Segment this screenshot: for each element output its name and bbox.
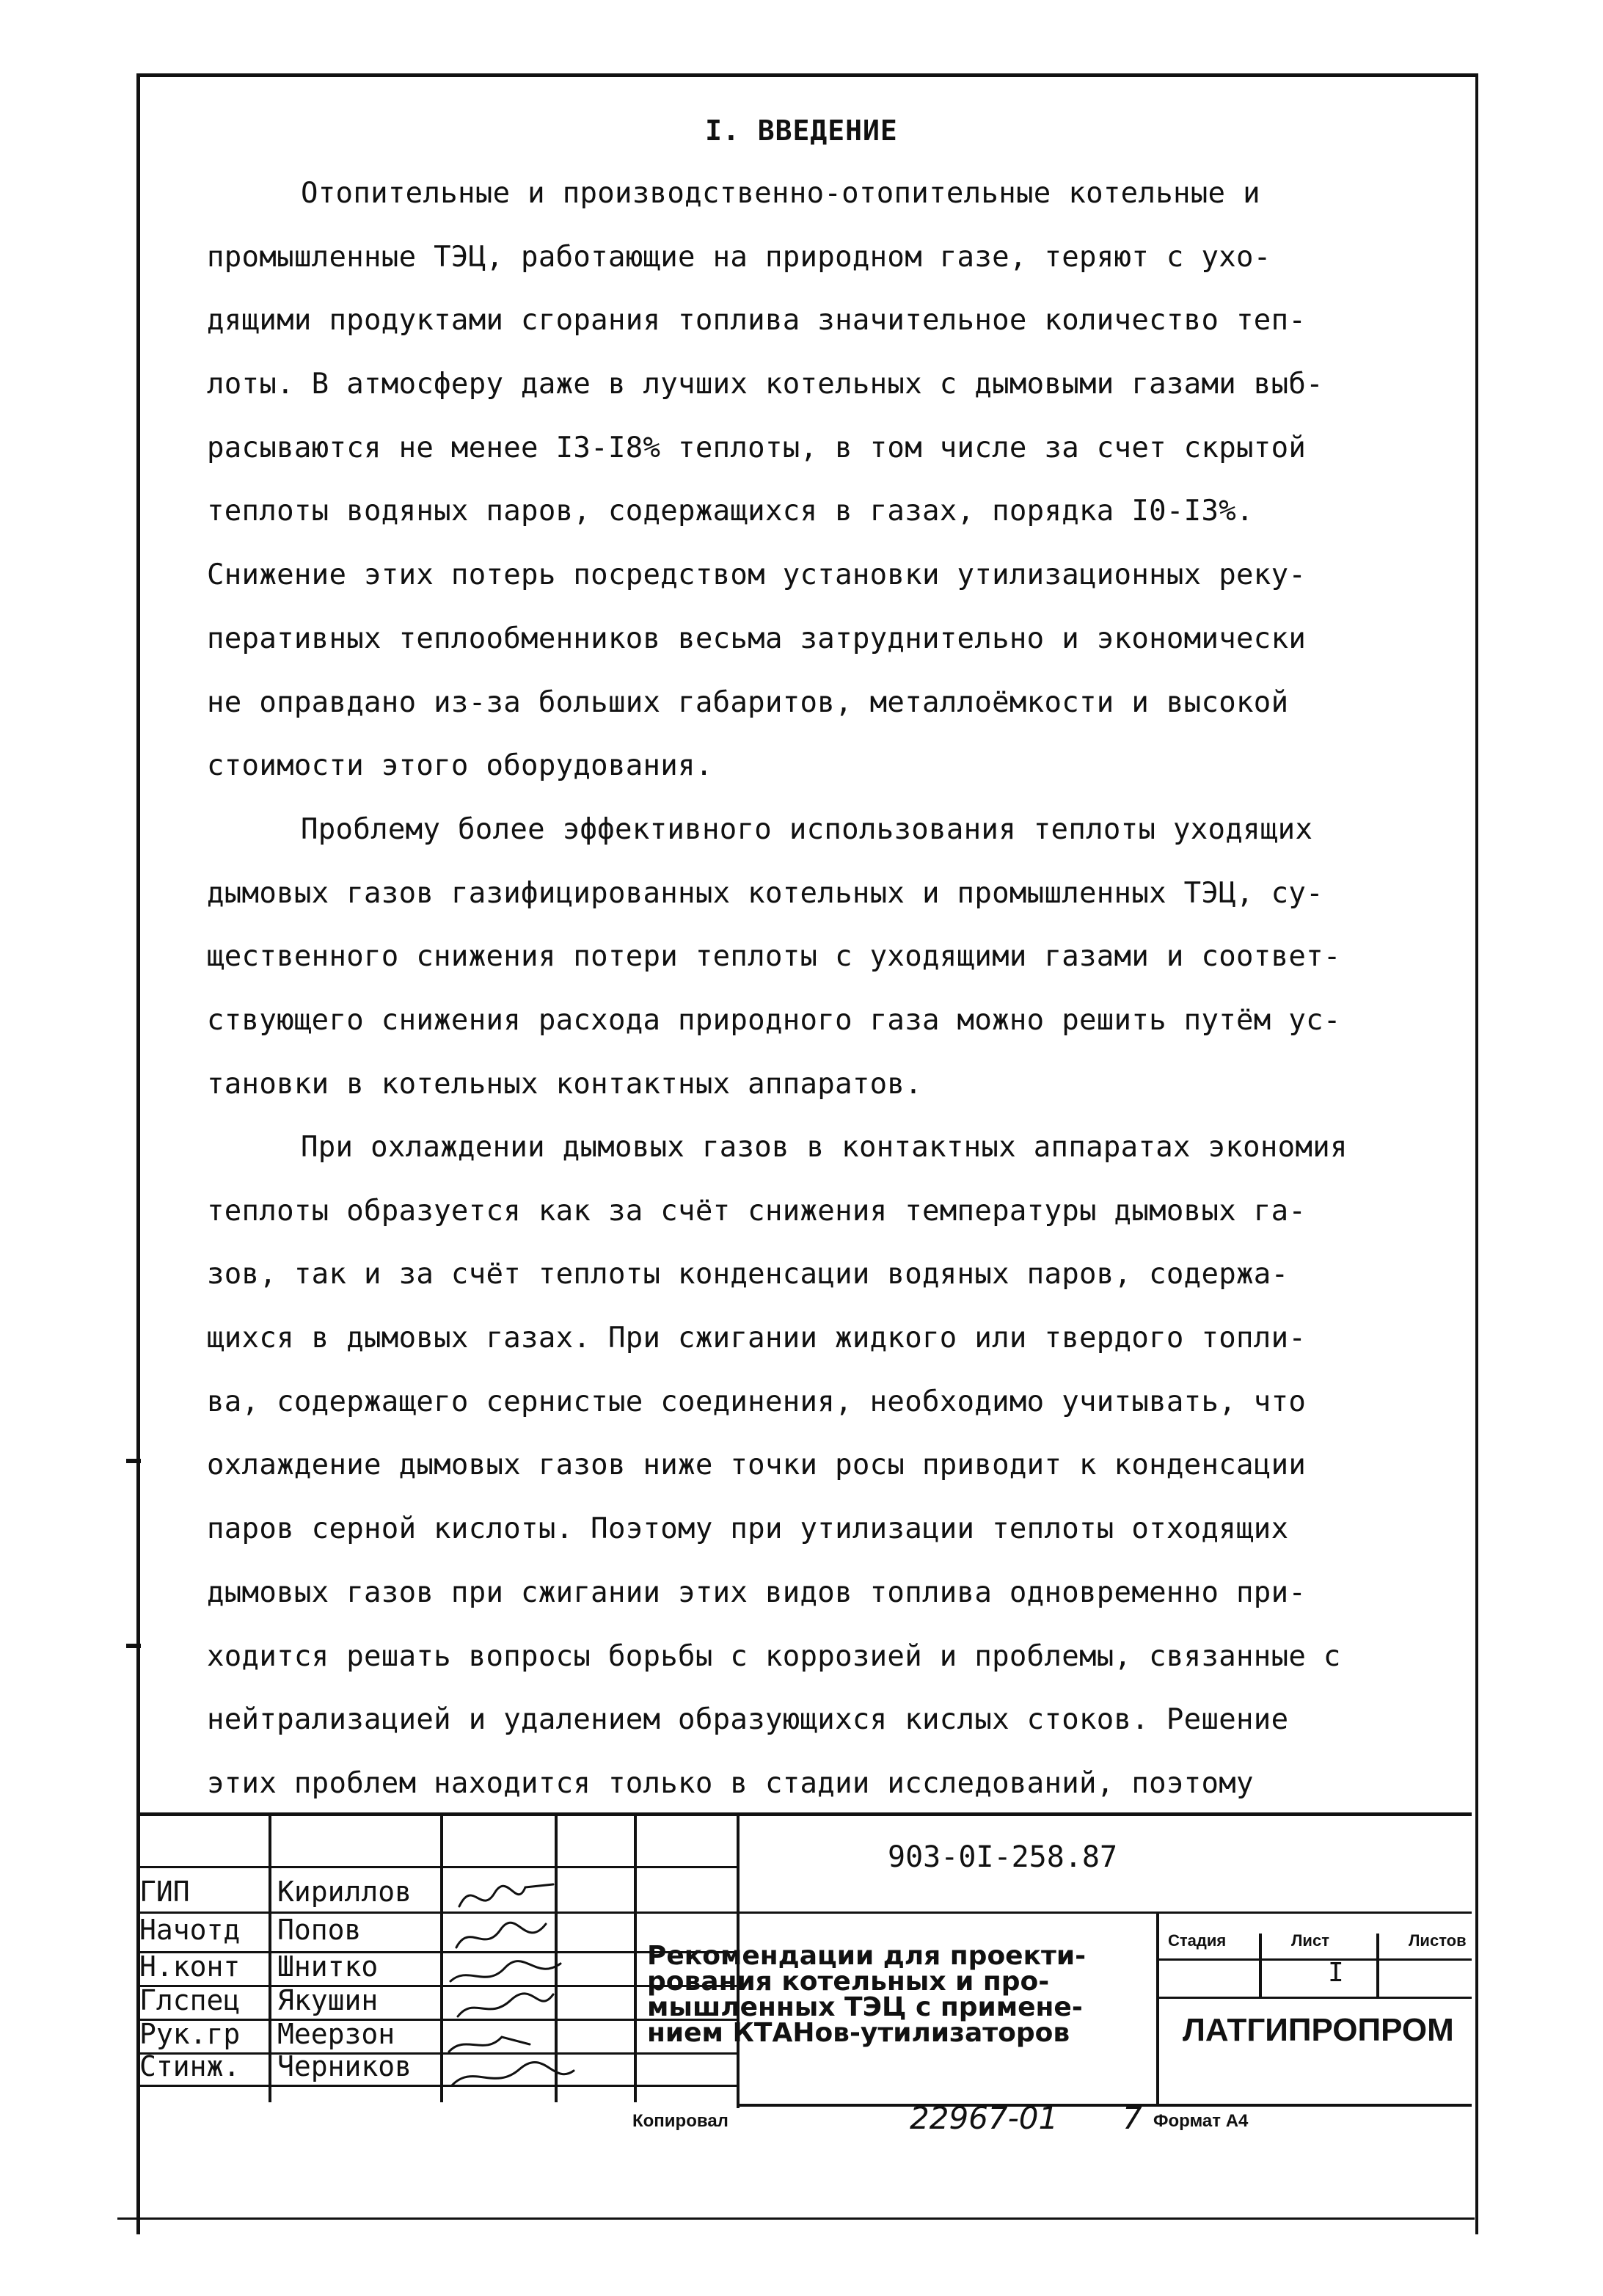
inventory-suffix: 7 [1122, 2100, 1142, 2136]
format-label: Формат А4 [1153, 2111, 1249, 2131]
section-heading: I. ВВЕДЕНИЕ [705, 114, 898, 147]
text-line: расываются не менее I3-I8% теплоты, в том числе за счет скрытой [207, 431, 1307, 464]
paragraph-1 [207, 162, 1454, 798]
sheets-label: Листов [1409, 1931, 1467, 1950]
text-line: щественного снижения потери теплоты с уходящими газами и соответ- [207, 940, 1341, 974]
text-line: паров серной кислоты. Поэтому при утилизации теплоты отходящих [207, 1512, 1289, 1546]
bottom-rule [117, 2217, 1475, 2220]
title-line: рования котельных и про- [647, 1967, 1050, 1997]
stage-label: Стадия [1168, 1931, 1227, 1950]
text-line: Проблему более эффективного использования теплоты уходящих [301, 813, 1313, 846]
text-line: не оправдано из-за больших габаритов, металлоёмкости и высокой [207, 685, 1289, 719]
text-line: дымовых газов при сжигании этих видов топлива одновременно при- [207, 1575, 1307, 1609]
title-line: мышленных ТЭЦ с примене- [647, 1992, 1083, 2022]
name-gip: Кириллов [277, 1876, 412, 1908]
text-line: дящими продуктами сгорания топлива значительное количество теп- [207, 304, 1307, 338]
text-line: лоты. В атмосферу даже в лучших котельных с дымовыми газами выб- [207, 368, 1323, 401]
signature-marks [443, 1871, 575, 2099]
text-line: Отопительные и производственно-отопительные котельные и [301, 177, 1260, 210]
signature-stroke [458, 1994, 553, 2016]
text-line: ствующего снижения расхода природного газа можно решить путём ус- [207, 1004, 1341, 1038]
text-line: промышленные ТЭЦ, работающие на природном газе, теряют с ухо- [207, 240, 1271, 274]
text-line: теплоты водяных паров, содержащихся в газах, порядка I0-I3%. [207, 495, 1254, 528]
signature-stroke [449, 2037, 530, 2052]
text-line: нейтрализацией и удалением образующихся кислых стоков. Решение [207, 1703, 1289, 1737]
role-gip: ГИП [139, 1876, 190, 1908]
copied-label: Копировал [632, 2111, 729, 2131]
document-title [647, 1943, 1086, 2046]
text-line: зов, так и за счёт теплоты конденсации водяных паров, содержа- [207, 1258, 1289, 1291]
name-stinzh: Черников [277, 2050, 412, 2082]
text-line: теплоты образуется как за счёт снижения температуры дымовых га- [207, 1194, 1307, 1228]
document-code: 903-0I-258.87 [888, 1840, 1118, 1874]
signature-stroke [459, 1884, 553, 1906]
margin-tick [126, 1459, 141, 1463]
text-line: перативных теплообменников весьма затруднительно и экономически [207, 622, 1307, 655]
role-nachotd: Начотд [139, 1914, 241, 1946]
name-glspec: Якушин [277, 1984, 379, 2016]
text-line: охлаждение дымовых газов ниже точки росы приводит к конденсации [207, 1448, 1307, 1482]
role-glspec: Глспец [139, 1984, 241, 2016]
text-line: ходится решать вопросы борьбы с коррозией и проблемы, связанные с [207, 1639, 1341, 1673]
title-line: Рекомендации для проекти- [647, 1941, 1087, 1971]
signature-stroke [456, 1923, 546, 1947]
text-line: Снижение этих потерь посредством установки утилизационных реку- [207, 558, 1307, 592]
name-rukgr: Меерзон [277, 2018, 395, 2050]
text-line: стоимости этого оборудования. [207, 749, 713, 783]
text-line: тановки в котельных контактных аппаратов. [207, 1067, 922, 1101]
text-line: этих проблем находится только в стадии исследований, поэтому [207, 1766, 1254, 1800]
signature-stroke [450, 1961, 560, 1981]
role-rukgr: Рук.гр [139, 2018, 241, 2050]
paragraph-2 [207, 798, 1454, 1116]
text-line: дымовых газов газифицированных котельных и промышленных ТЭЦ, су- [207, 876, 1323, 910]
margin-tick [126, 1644, 141, 1648]
role-nkont: Н.конт [139, 1950, 241, 1983]
signature-stroke [452, 2062, 574, 2085]
name-nachotd: Попов [277, 1914, 362, 1946]
sheet-label: Лист [1291, 1931, 1329, 1950]
name-nkont: Шнитко [277, 1950, 379, 1983]
title-line: нием КТАНов-утилизаторов [647, 2018, 1070, 2048]
sheet-number: I [1328, 1958, 1344, 1988]
organization: ЛАТГИПРОПРОМ [1183, 2012, 1454, 2048]
text-line: щихся в дымовых газах. При сжигании жидкого или твердого топли- [207, 1322, 1307, 1355]
text-line: При охлаждении дымовых газов в контактных аппаратах экономия [301, 1131, 1348, 1164]
inventory-number: 22967-01 [910, 2100, 1059, 2136]
text-line: ва, содержащего сернистые соединения, необходимо учитывать, что [207, 1385, 1307, 1418]
paragraph-3 [207, 1116, 1454, 1816]
role-stinzh: Стинж. [139, 2050, 241, 2082]
